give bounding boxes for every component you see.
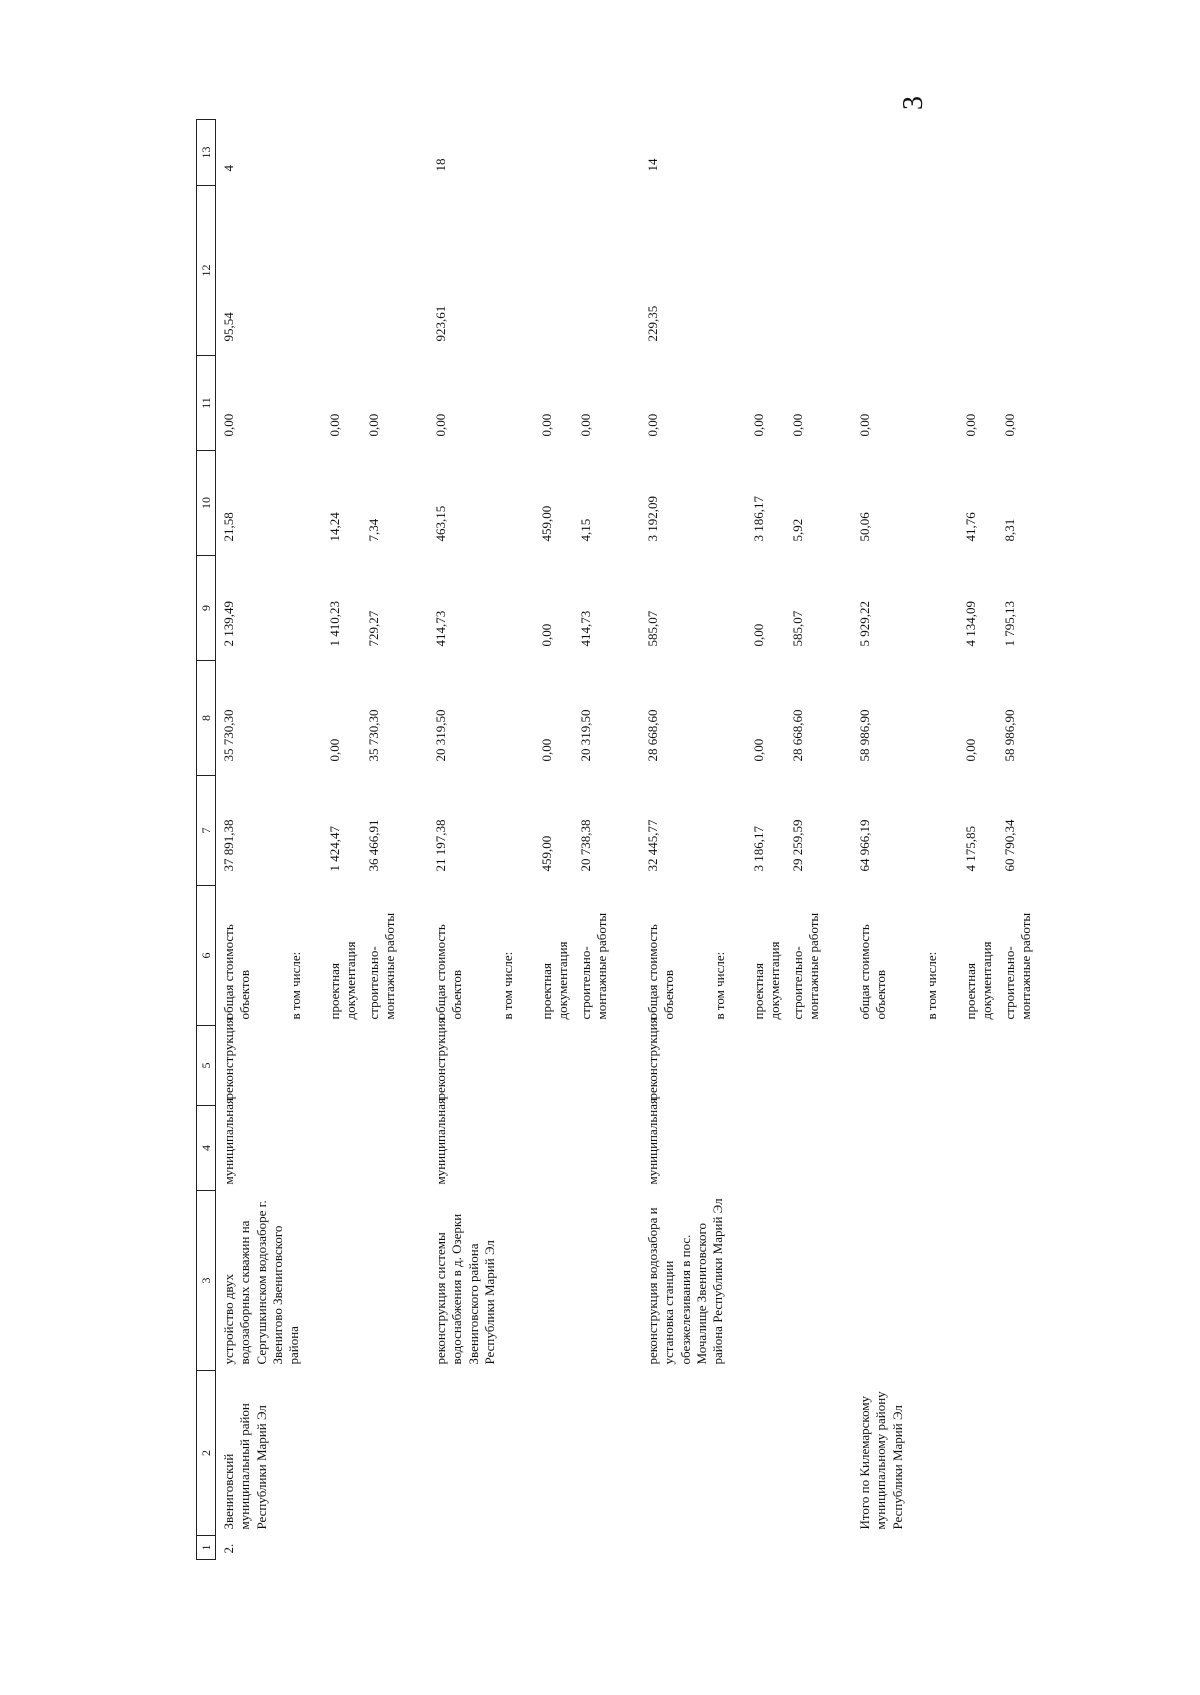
table-row	[216, 120, 284, 1560]
value-cell	[852, 186, 919, 356]
value-cell	[495, 186, 534, 356]
row-number	[428, 1536, 640, 1560]
cost-label: в том числе:	[288, 951, 303, 1020]
value-cell	[919, 120, 958, 186]
value-cell: 0,00	[578, 413, 593, 437]
cost-label: проектная документация	[539, 941, 571, 1020]
value-cell: 35 730,30	[366, 709, 381, 762]
value-cell	[707, 120, 746, 186]
cost-label: общая стоимость объектов	[645, 924, 677, 1020]
value-cell	[322, 186, 361, 356]
investment-table	[196, 119, 1064, 1560]
column-header: 5	[197, 1026, 216, 1106]
value-cell	[573, 186, 640, 356]
value-cell	[495, 120, 534, 186]
work-type-cell: реконструкция	[645, 1017, 660, 1100]
column-header: 7	[197, 776, 216, 886]
value-cell: 0,00	[327, 738, 342, 762]
value-cell: 60 790,34	[1002, 819, 1017, 872]
value-cell	[707, 186, 746, 356]
value-cell	[919, 776, 958, 886]
value-cell: 2 139,49	[221, 601, 236, 647]
value-cell	[495, 661, 534, 776]
value-cell: 4 134,09	[963, 601, 978, 647]
value-cell: 585,07	[645, 610, 660, 647]
object-cell	[852, 1191, 1064, 1371]
ownership-cell: муниципальная	[433, 1097, 448, 1185]
work-type-cell: реконструкция	[221, 1017, 236, 1100]
value-cell	[283, 186, 322, 356]
value-cell: 35 730,30	[221, 709, 236, 762]
value-cell: 0,00	[366, 413, 381, 437]
district-cell: Звениговский муниципальный район Республики Марий Эл	[221, 1403, 269, 1530]
cost-label: в том числе:	[924, 951, 939, 1020]
value-cell: 21,58	[221, 512, 236, 542]
value-cell	[283, 661, 322, 776]
value-cell	[997, 186, 1064, 356]
value-cell	[707, 556, 746, 661]
value-cell: 0,00	[1002, 413, 1017, 437]
value-cell: 923,61	[433, 305, 448, 342]
value-cell: 0,00	[751, 738, 766, 762]
value-cell: 4	[221, 165, 236, 172]
value-cell: 7,34	[366, 518, 381, 542]
value-cell	[495, 776, 534, 886]
value-cell: 0,00	[539, 738, 554, 762]
value-cell: 50,06	[857, 512, 872, 542]
column-header: 12	[197, 186, 216, 356]
cost-label: проектная документация	[327, 941, 359, 1020]
value-cell: 36 466,91	[366, 819, 381, 872]
cost-label: проектная документация	[963, 941, 995, 1020]
value-cell: 0,00	[539, 413, 554, 437]
value-cell	[283, 120, 322, 186]
value-cell: 58 986,90	[857, 709, 872, 762]
work-type-cell: реконструкция	[433, 1017, 448, 1100]
cost-label: проектная документация	[751, 941, 783, 1020]
page-number: 3	[898, 96, 929, 110]
value-cell: 14	[645, 158, 660, 172]
object-cell: реконструкция системы водоснабжения в д. Озерки Звениговского района Республики Марий Эл	[433, 1213, 497, 1365]
value-cell	[707, 776, 746, 886]
value-cell: 463,15	[433, 505, 448, 542]
ownership-cell	[852, 1106, 1064, 1191]
value-cell: 414,73	[578, 610, 593, 647]
value-cell	[785, 120, 852, 186]
value-cell: 0,00	[790, 413, 805, 437]
value-cell	[361, 186, 428, 356]
value-cell: 0,00	[539, 623, 554, 647]
column-header: 2	[197, 1371, 216, 1536]
column-header: 10	[197, 451, 216, 556]
value-cell: 0,00	[857, 413, 872, 437]
value-cell	[534, 120, 573, 186]
value-cell: 8,31	[1002, 518, 1017, 542]
value-cell: 729,27	[366, 610, 381, 647]
value-cell: 4 175,85	[963, 826, 978, 872]
cost-label: строительно-монтажные работы	[1002, 912, 1034, 1020]
row-number: 2.	[221, 1543, 236, 1554]
value-cell	[283, 356, 322, 451]
column-header: 1	[197, 1536, 216, 1560]
value-cell	[283, 451, 322, 556]
value-cell	[919, 356, 958, 451]
value-cell	[283, 776, 322, 886]
value-cell: 14,24	[327, 512, 342, 542]
value-cell	[919, 556, 958, 661]
value-cell: 28 668,60	[790, 709, 805, 762]
district-cell	[640, 1371, 852, 1536]
value-cell: 32 445,77	[645, 819, 660, 872]
value-cell: 18	[433, 158, 448, 172]
value-cell	[919, 661, 958, 776]
object-cell: реконструкция водозабора и установка станции обезжелезивания в пос. Мочалище Звениговского района Республики Марий Эл	[645, 1198, 725, 1365]
value-cell: 64 966,19	[857, 819, 872, 872]
value-cell: 0,00	[433, 413, 448, 437]
work-type-cell	[852, 1026, 1064, 1106]
value-cell: 0,00	[963, 413, 978, 437]
cost-label: строительно-монтажные работы	[578, 912, 610, 1020]
object-cell: устройство двух водозаборных скважин на Сергушкинском водозаборе г. Звенигово Звениговского района	[221, 1200, 301, 1365]
cost-label: строительно-монтажные работы	[366, 912, 398, 1020]
value-cell	[958, 120, 997, 186]
total-row	[852, 120, 919, 1560]
value-cell	[785, 186, 852, 356]
cost-label: строительно-монтажные работы	[790, 912, 822, 1020]
value-cell: 0,00	[751, 623, 766, 647]
value-cell: 1 410,23	[327, 601, 342, 647]
value-cell: 20 319,50	[578, 709, 593, 762]
value-cell	[707, 356, 746, 451]
value-cell	[707, 451, 746, 556]
value-cell	[958, 186, 997, 356]
total-label: Итого по Килемарскому муниципальному району Республики Марий Эл	[857, 1391, 905, 1530]
value-cell: 95,54	[221, 312, 236, 342]
value-cell	[852, 120, 919, 186]
column-header: 4	[197, 1106, 216, 1191]
column-header: 8	[197, 661, 216, 776]
value-cell: 1 424,47	[327, 826, 342, 872]
value-cell: 29 259,59	[790, 819, 805, 872]
value-cell: 585,07	[790, 610, 805, 647]
value-cell	[919, 451, 958, 556]
value-cell: 3 186,17	[751, 496, 766, 542]
district-cell	[428, 1371, 640, 1536]
column-header: 9	[197, 556, 216, 661]
value-cell: 5,92	[790, 518, 805, 542]
value-cell: 20 319,50	[433, 709, 448, 762]
column-number-header	[197, 120, 216, 1560]
value-cell: 37 891,38	[221, 819, 236, 872]
value-cell	[746, 120, 785, 186]
value-cell: 1 795,13	[1002, 601, 1017, 647]
value-cell: 0,00	[963, 738, 978, 762]
value-cell: 0,00	[645, 413, 660, 437]
value-cell: 20 738,38	[578, 819, 593, 872]
value-cell	[707, 661, 746, 776]
value-cell: 41,76	[963, 512, 978, 542]
value-cell	[573, 120, 640, 186]
table-row	[428, 120, 495, 1560]
value-cell: 0,00	[221, 413, 236, 437]
value-cell	[495, 451, 534, 556]
ownership-cell: муниципальная	[645, 1097, 660, 1185]
row-number	[640, 1536, 852, 1560]
value-cell	[919, 186, 958, 356]
cost-label: в том числе:	[712, 951, 727, 1020]
value-cell: 3 186,17	[751, 826, 766, 872]
row-number	[852, 1536, 1064, 1560]
cost-label: общая стоимость объектов	[857, 924, 889, 1020]
value-cell: 58 986,90	[1002, 709, 1017, 762]
value-cell: 459,00	[539, 835, 554, 872]
value-cell	[746, 186, 785, 356]
value-cell	[534, 186, 573, 356]
column-header: 3	[197, 1191, 216, 1371]
value-cell: 21 197,38	[433, 819, 448, 872]
ownership-cell: муниципальная	[221, 1097, 236, 1185]
value-cell	[495, 556, 534, 661]
value-cell: 0,00	[751, 413, 766, 437]
value-cell	[283, 556, 322, 661]
column-header: 6	[197, 886, 216, 1026]
value-cell	[495, 356, 534, 451]
column-header: 11	[197, 356, 216, 451]
value-cell: 0,00	[327, 413, 342, 437]
column-header: 13	[197, 120, 216, 186]
cost-label: общая стоимость объектов	[433, 924, 465, 1020]
cost-label: общая стоимость объектов	[221, 924, 253, 1020]
value-cell: 4,15	[578, 518, 593, 542]
value-cell: 5 929,22	[857, 601, 872, 647]
table-row	[640, 120, 707, 1560]
cost-label: в том числе:	[500, 951, 515, 1020]
value-cell	[322, 120, 361, 186]
value-cell: 459,00	[539, 505, 554, 542]
value-cell: 229,35	[645, 305, 660, 342]
value-cell	[361, 120, 428, 186]
value-cell: 3 192,09	[645, 496, 660, 542]
rotated-table-container	[196, 120, 1034, 1560]
value-cell: 414,73	[433, 610, 448, 647]
value-cell: 28 668,60	[645, 709, 660, 762]
value-cell	[997, 120, 1064, 186]
